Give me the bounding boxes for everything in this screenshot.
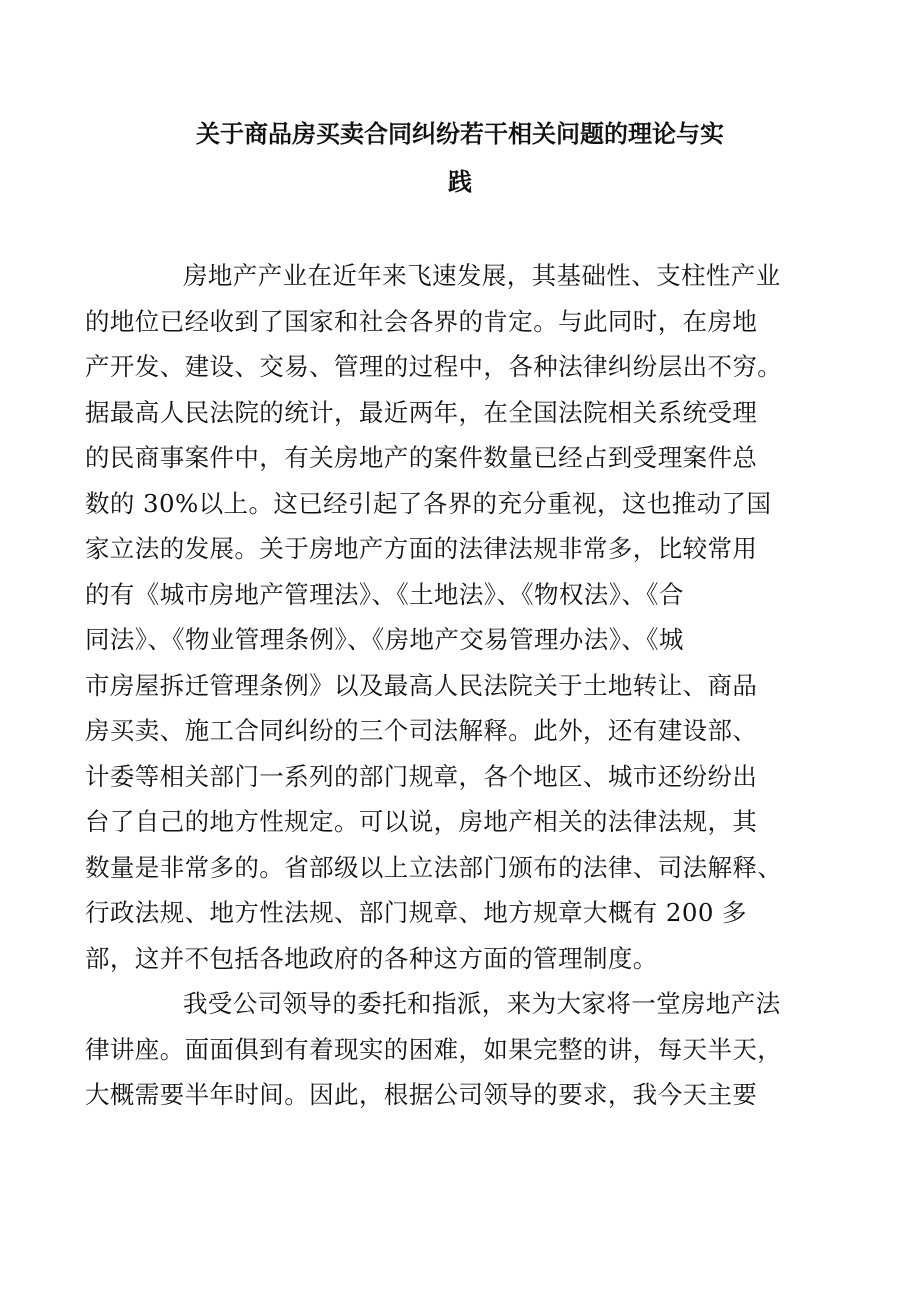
- paragraph-line: 据最高人民法院的统计，最近两年，在全国法院相关系统受理: [85, 397, 758, 427]
- paragraph-line: 律讲座。面面俱到有着现实的困难，如果完整的讲，每天半天，: [85, 1034, 783, 1064]
- paragraph-line: 行政法规、地方性法规、部门规章、地方规章大概有 200 多: [85, 898, 747, 927]
- document-title: [130, 110, 790, 206]
- paragraph-line: 数量是非常多的。省部级以上立法部门颁布的法律、司法解释、: [85, 852, 783, 882]
- document-body: [85, 253, 794, 1118]
- paragraph-line: 我受公司领导的委托和指派，来为大家将一堂房地产法: [183, 989, 781, 1018]
- paragraph-line: 的地位已经收到了国家和社会各界的肯定。与此同时，在房地: [85, 306, 758, 336]
- paragraph-line: 家立法的发展。关于房地产方面的法律法规非常多，比较常用: [85, 534, 758, 563]
- paragraph-line: 数的 30%以上。这已经引起了各界的充分重视，这也推动了国: [85, 488, 772, 518]
- paragraph-line: 房买卖、施工合同纠纷的三个司法解释。此外，还有建设部、: [85, 716, 758, 745]
- paragraph-line: 大概需要半年时间。因此，根据公司领导的要求，我今天主要: [85, 1080, 758, 1109]
- title-line-2: 践: [448, 167, 472, 196]
- paragraph-line: 的民商事案件中，有关房地产的案件数量已经占到受理案件总: [85, 443, 758, 472]
- paragraph-line: 产开发、建设、交易、管理的过程中，各种法律纠纷层出不穷。: [85, 352, 783, 381]
- paragraph-line: 的有《城市房地产管理法》、《土地法》、《物权法》、《合: [85, 579, 684, 609]
- paragraph-line: 计委等相关部门一系列的部门规章，各个地区、城市还纷纷出: [85, 761, 758, 791]
- paragraph-2: [85, 981, 794, 1118]
- paragraph-line: 同法》、《物业管理条例》、《房地产交易管理办法》、《城: [85, 625, 684, 654]
- paragraph-1: [85, 253, 794, 981]
- paragraph-line: 部，这并不包括各地政府的各种这方面的管理制度。: [85, 943, 658, 973]
- paragraph-line: 房地产产业在近年来飞速发展，其基础性、支柱性产业: [183, 261, 781, 290]
- paragraph-line: 市房屋拆迁管理条例》以及最高人民法院关于土地转让、商品: [85, 670, 758, 700]
- title-line-1: 关于商品房买卖合同纠纷若干相关问题的理论与实: [196, 119, 724, 148]
- paragraph-line: 台了自己的地方性规定。可以说，房地产相关的法律法规，其: [85, 807, 758, 836]
